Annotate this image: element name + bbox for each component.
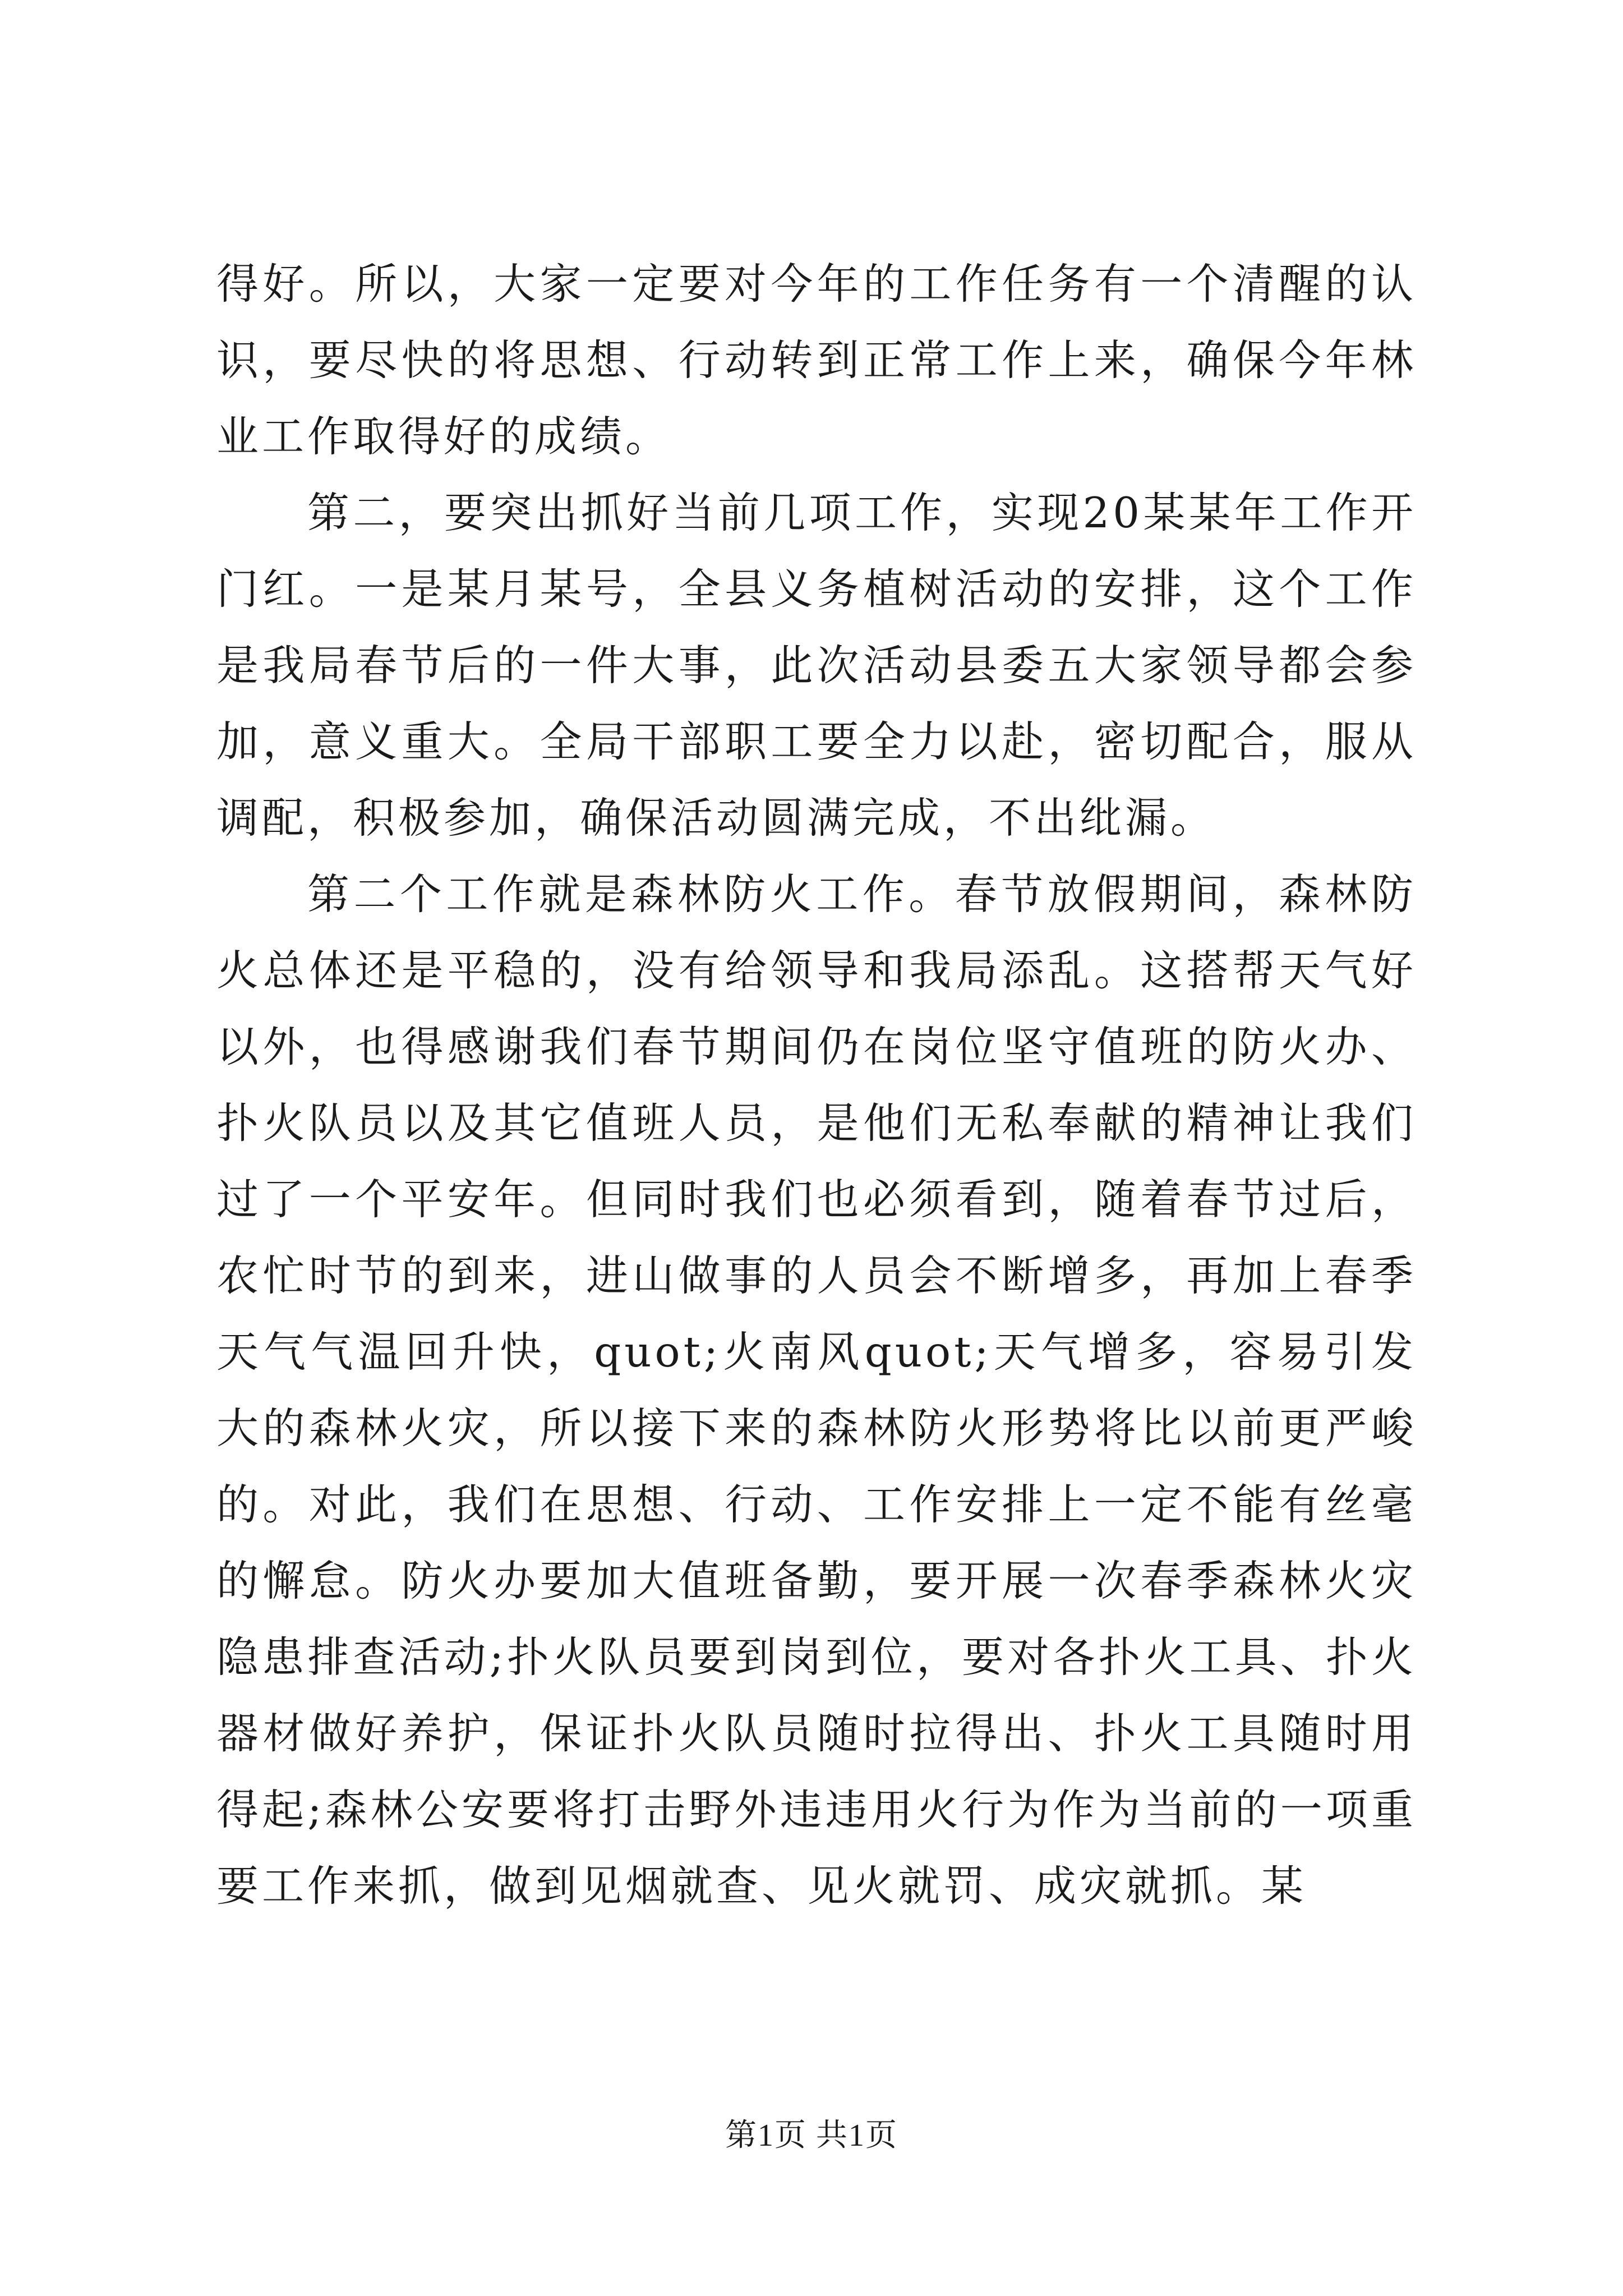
paragraph-continuation: 得好。所以，大家一定要对今年的工作任务有一个清醒的认识，要尽快的将思想、行动转到正常工作上来，确保今年林业工作取得好的成绩。 xyxy=(216,259,1417,461)
paragraph-second-point: 第二，要突出抓好当前几项工作，实现20某某年工作开门红。一是某月某号，全县义务植树活动的安排，这个工作是我局春节后的一件大事，此次活动县委五大家领导都会参加，意义重大。全局干部职工要全力以赴，密切配合，服从调配，积极参加，确保活动圆满完成，不出纰漏。 xyxy=(216,488,1417,843)
page-footer: 第1页 共1页 xyxy=(725,2118,898,2153)
document-body xyxy=(216,246,1417,1924)
paragraph-forest-fire-prevention: 第二个工作就是森林防火工作。春节放假期间，森林防火总体还是平稳的，没有给领导和我局添乱。这搭帮天气好以外，也得感谢我们春节期间仍在岗位坚守值班的防火办、扑火队员以及其它值班人员，是他们无私奉献的精神让我们过了一个平安年。但同时我们也必须看到，随着春节过后，农忙时节的到来，进山做事的人员会不断增多，再加上春季天气气温回升快，quot;火南风quot;天气增多，容易引发大的森林火灾，所以接下来的森林防火形势将比以前更严峻的。对此，我们在思想、行动、工作安排上一定不能有丝毫的懈怠。防火办要加大值班备勤，要开展一次春季森林火灾隐患排查活动;扑火队员要到岗到位，要对各扑火工具、扑火器材做好养护，保证扑火队员随时拉得出、扑火工具随时用得起;森林公安要将打击野外违违用火行为作为当前的一项重要工作来抓，做到见烟就查、见火就罚、成灾就抓。某 xyxy=(216,869,1417,1911)
